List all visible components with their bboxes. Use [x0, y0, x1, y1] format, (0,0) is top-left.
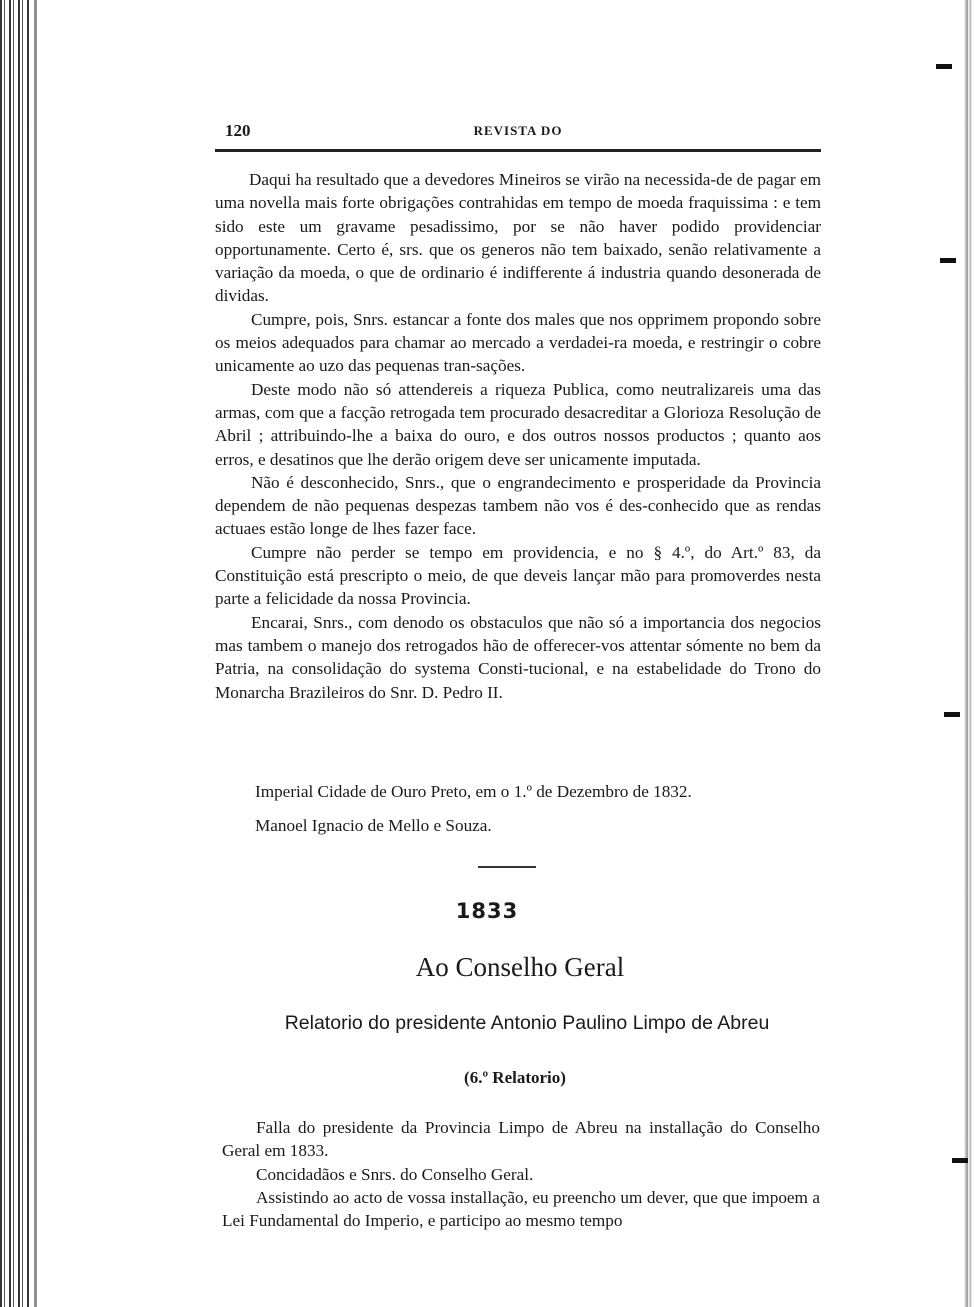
- body-text: [215, 168, 821, 704]
- scan-edge-right: [964, 0, 972, 1307]
- paragraph: Concidadãos e Snrs. do Conselho Geral.: [256, 1164, 534, 1184]
- report-number: (6.º Relatorio): [464, 1068, 566, 1087]
- paragraph: Cumpre, pois, Snrs. estancar a fonte dos males que nos opprimem propondo sobre os meios adequados para chamar ao mercado a verdadei-ra moeda, e restringir o cobre unicamente ao uzo das pequenas tran-sações.: [215, 309, 821, 376]
- paragraph: Encarai, Snrs., com denodo os obstaculos que não só a importancia dos negocios mas tambem o manejo dos retrogados hão de offerecer-vos attentar sómente no bem da Patria, na consolidação do systema Consti-tucional, e na estabelidade do Trono do Monarcha Brazileiros do Snr. D. Pedro II.: [215, 612, 821, 702]
- body-text-2: [222, 1116, 820, 1232]
- place-date: Imperial Cidade de Ouro Preto, em o 1.º de Dezembro de 1832.: [255, 782, 692, 801]
- paragraph: Cumpre não perder se tempo em providencia, e no § 4.º, do Art.º 83, da Constituição está prescripto o meio, de que deveis lançar mão para promoverdes nesta parte a felicidade da nossa Provincia.: [215, 542, 821, 609]
- scan-mark: [940, 258, 956, 263]
- scan-edge-line: [34, 0, 37, 1307]
- journal-title: REVISTA DO: [473, 123, 563, 138]
- paragraph: Deste modo não só attendereis a riqueza Publica, como neutralizareis uma das armas, com que a facção retrogada tem procurado desacreditar a Glorioza Resolução de Abril ; attribuindo-lhe a baixa do ouro, e dos outros nossos productos ; quanto aos erros, e desatinos que lhe derão origem deve ser unicamente imputada.: [215, 379, 821, 469]
- signature: Manoel Ignacio de Mello e Souza.: [255, 816, 492, 835]
- scan-mark: [952, 1158, 968, 1163]
- paragraph: Assistindo ao acto de vossa installação, eu preencho um dever, que que impoem a Lei Fundamental do Imperio, e participo ao mesmo tempo: [222, 1187, 820, 1231]
- paragraph: Falla do presidente da Provincia Limpo de Abreu na installação do Conselho Geral em 1833.: [222, 1118, 820, 1161]
- scan-edge-left: [0, 0, 30, 1307]
- section-year: 1833: [455, 899, 519, 923]
- page-number: 120: [225, 121, 251, 140]
- section-title: Ao Conselho Geral: [415, 952, 625, 982]
- section-divider: [478, 866, 536, 868]
- paragraph: Daqui ha resultado que a devedores Mineiros se virão na necessida-de de pagar em uma novella mais forte obrigações contrahidas em tempo de moeda fraquissima : e tem sido este um gravame pesadissimo, por se não haver podido providenciar opportunamente. Certo é, srs. que os generos não tem baixado, senão relativamente a variação da moeda, o que de ordinario é indifferente á industria quando desonerada de dividas.: [215, 170, 821, 306]
- scan-mark: [944, 712, 960, 717]
- section-subtitle: Relatorio do presidente Antonio Paulino Limpo de Abreu: [284, 1012, 770, 1034]
- running-head: [215, 121, 821, 145]
- paragraph: Não é desconhecido, Snrs., que o engrandecimento e prosperidade da Provincia dependem de não pequenas despezas tambem não vos é des-conhecido que as rendas actuaes estão longe de lhes fazer face.: [215, 472, 821, 539]
- scan-mark: [936, 64, 952, 69]
- header-rule: [215, 149, 821, 152]
